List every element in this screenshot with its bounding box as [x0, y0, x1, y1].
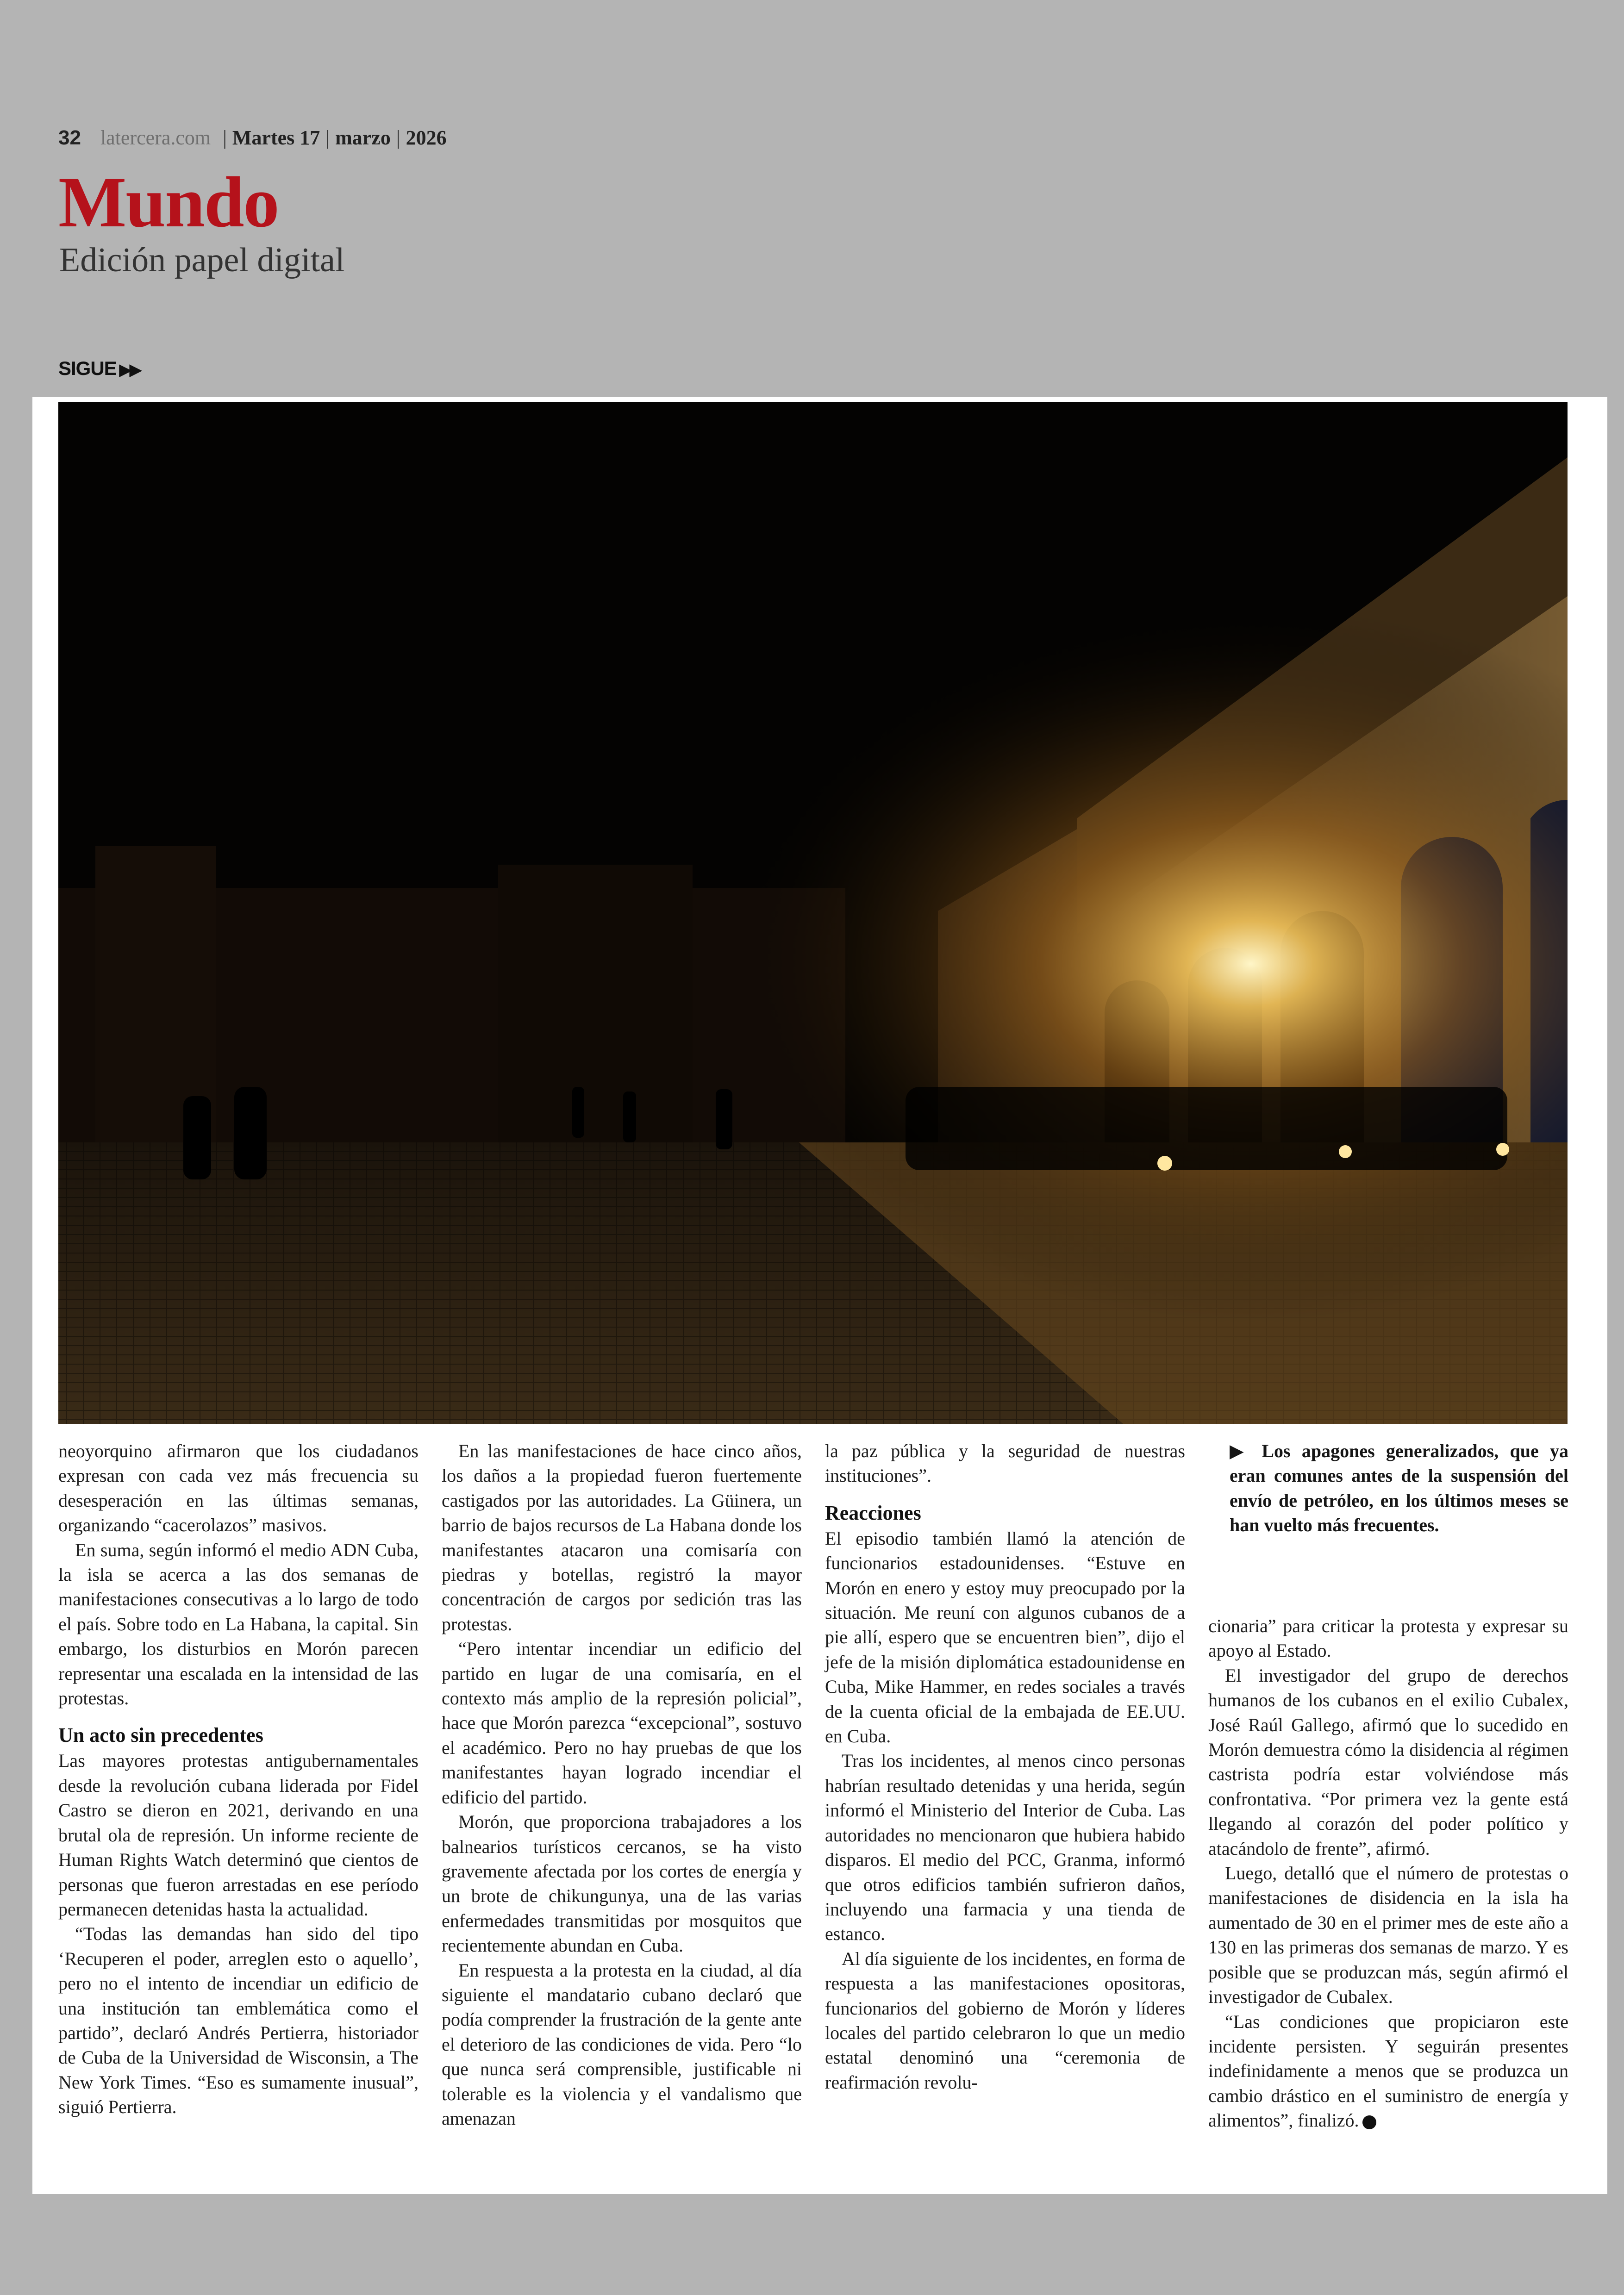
date-month: marzo — [335, 126, 391, 149]
article-column-2 — [442, 1439, 802, 2131]
paragraph: El episodio también llamó la atención de funcionarios estadounidenses. “Estuve en Morón en enero y estoy muy preocupado por la situación. Me reuní con algunos cubanos de a pie allí, espero que se encuentren bien”, dijo el jefe de la misión diplomática estadounidense en Cuba, Mike Hammer, en redes sociales a través de la cuenta oficial de la embajada de EE.UU. en Cuba. — [825, 1528, 1185, 1747]
separator: | — [325, 126, 330, 149]
paragraph: Al día siguiente de los incidentes, en forma de respuesta a las manifestaciones opositoras, funcionarios del gobierno de Morón y líderes locales del partido celebraron lo que un medio estatal denominó una “ceremonia de reafirmación revolu- — [825, 1948, 1185, 2093]
newspaper-page — [32, 397, 1607, 2194]
paragraph: En las manifestaciones de hace cinco años, los daños a la propiedad fueron fuertemente castigados por las autoridades. La Güinera, un barrio de bajos recursos de La Habana donde los manifestantes atacaron una comisaría con piedras y botellas, registró la mayor concentración de cargos por sedición tras las protestas. — [442, 1441, 802, 1634]
paragraph: “Todas las demandas han sido del tipo ‘Recuperen el poder, arreglen esto o aquello’, pero no el intento de incendiar un edificio de una institución tan emblemática como el partido”, declaró Andrés Pertierra, historiador de Cuba de la Universidad de Wisconsin, a The New York Times. “Eso es sumamente inusual”, siguió Pertierra. — [58, 1923, 418, 2118]
continue-label: SIGUE — [58, 357, 117, 379]
subheading: Un acto sin precedentes — [58, 1724, 263, 1747]
paragraph: Tras los incidentes, al menos cinco personas habrían resultado detenidas y una herida, según informó el Ministerio del Interior de Cuba. Las autoridades no mencionaron que hubiera habido disparos. El medio del PCC, Granma, informó que otros edificios también sufrieron daños, incluyendo una farmacia y una tienda de estanco. — [825, 1750, 1185, 1945]
section-title: Mundo — [58, 162, 279, 242]
caption-text: Los apagones generalizados, que ya eran comunes antes de la suspensión del envío de petróleo, en los últimos meses se han vuelto más frecuentes. — [1230, 1441, 1569, 1536]
photo-caption — [1230, 1439, 1568, 1538]
final-paragraph — [1208, 2009, 1568, 2133]
paragraph: Luego, detalló que el número de protestas o manifestaciones de disidencia en la isla ha aumentado de 30 en el primer mes de este año a 130 en las primeras dos semanas de marzo. Y es posible que se produzcan más, según afirmó el investigador de Cubalex. — [1208, 1863, 1568, 2008]
paragraph: El investigador del grupo de derechos humanos de los cubanos en el exilio Cubalex, José Raúl Gallego, afirmó que lo sucedido en Morón demuestra cómo la disidencia al régimen castrista podría estar volviéndose más confrontativa. “Por primera vez la gente está llegando al corazón del poder político y atacándolo de frente”, afirmó. — [1208, 1665, 1568, 1859]
caption-arrow-icon: ▶ — [1230, 1441, 1251, 1461]
continue-link[interactable] — [58, 355, 140, 384]
paragraph: la paz pública y la seguridad de nuestras instituciones”. — [825, 1441, 1185, 1486]
article-column-3 — [825, 1439, 1185, 2095]
separator: | — [396, 126, 400, 149]
night-plaza-image — [58, 402, 1568, 1424]
double-arrow-icon: ▶▶ — [119, 361, 140, 379]
subheading: Reacciones — [825, 1501, 921, 1524]
paragraph-text: “Las condiciones que propiciaron este incidente persisten. Y seguirán presentes indefinidamente a menos que se produzca un cambio drástico en el suministro de energía y alimentos”, finalizó. — [1208, 2011, 1568, 2131]
paragraph: Las mayores protestas antigubernamentales desde la revolución cubana liderada por Fidel Castro se dieron en 2021, derivando en una brutal ola de represión. Un informe reciente de Human Rights Watch determinó que cientos de personas que fueron arrestadas en ese período permanecen detenidas hasta la actualidad. — [58, 1750, 418, 1920]
paragraph: En respuesta a la protesta en la ciudad, al día siguiente el mandatario cubano declaró que podía comprender la frustración de la gente ante el deterioro de las condiciones de vida. Pero “lo que nunca será comprensible, justificable ni tolerable es la violencia y el vandalismo que amenazan — [442, 1959, 802, 2129]
date-year: 2026 — [406, 126, 447, 149]
paragraph: Morón, que proporciona trabajadores a los balnearios turísticos cercanos, se ha visto gravemente afectada por los cortes de energía y un brote de chikungunya, una de las varias enfermedades transmitidas por mosquitos que recientemente abundan en Cuba. — [442, 1811, 802, 1956]
folio-line — [58, 123, 447, 153]
site-name[interactable]: latercera.com — [100, 126, 211, 149]
page-number: 32 — [58, 126, 81, 149]
article-photo — [58, 402, 1568, 1424]
paragraph: En suma, según informó el medio ADN Cuba, la isla se acerca a las dos semanas de manifestaciones consecutivas a lo largo de todo el país. Sobre todo en La Habana, la capital. Sin embargo, los disturbios en Morón parecen representar una escalada en la intensidad de las protestas. — [58, 1539, 418, 1709]
paragraph: “Pero intentar incendiar un edificio del partido en lugar de una comisaría, en el contexto más amplio de la represión policial”, hace que Morón parezca “excepcional”, sostuvo el académico. Pero no hay pruebas de que los manifestantes hayan logrado incendiar el edificio del partido. — [442, 1638, 802, 1808]
end-mark-icon — [1362, 2115, 1376, 2129]
paragraph: cionaria” para criticar la protesta y expresar su apoyo al Estado. — [1208, 1615, 1568, 1661]
article-column-1 — [58, 1439, 418, 2120]
paragraph: neoyorquino afirmaron que los ciudadanos expresan con cada vez más frecuencia su desesperación en las últimas semanas, organizando “cacerolazos” masivos. — [58, 1441, 418, 1536]
article-column-4 — [1208, 1614, 1568, 2133]
separator: | — [223, 126, 227, 149]
date-day: Martes 17 — [232, 126, 320, 149]
edition-subtitle: Edición papel digital — [59, 241, 345, 279]
